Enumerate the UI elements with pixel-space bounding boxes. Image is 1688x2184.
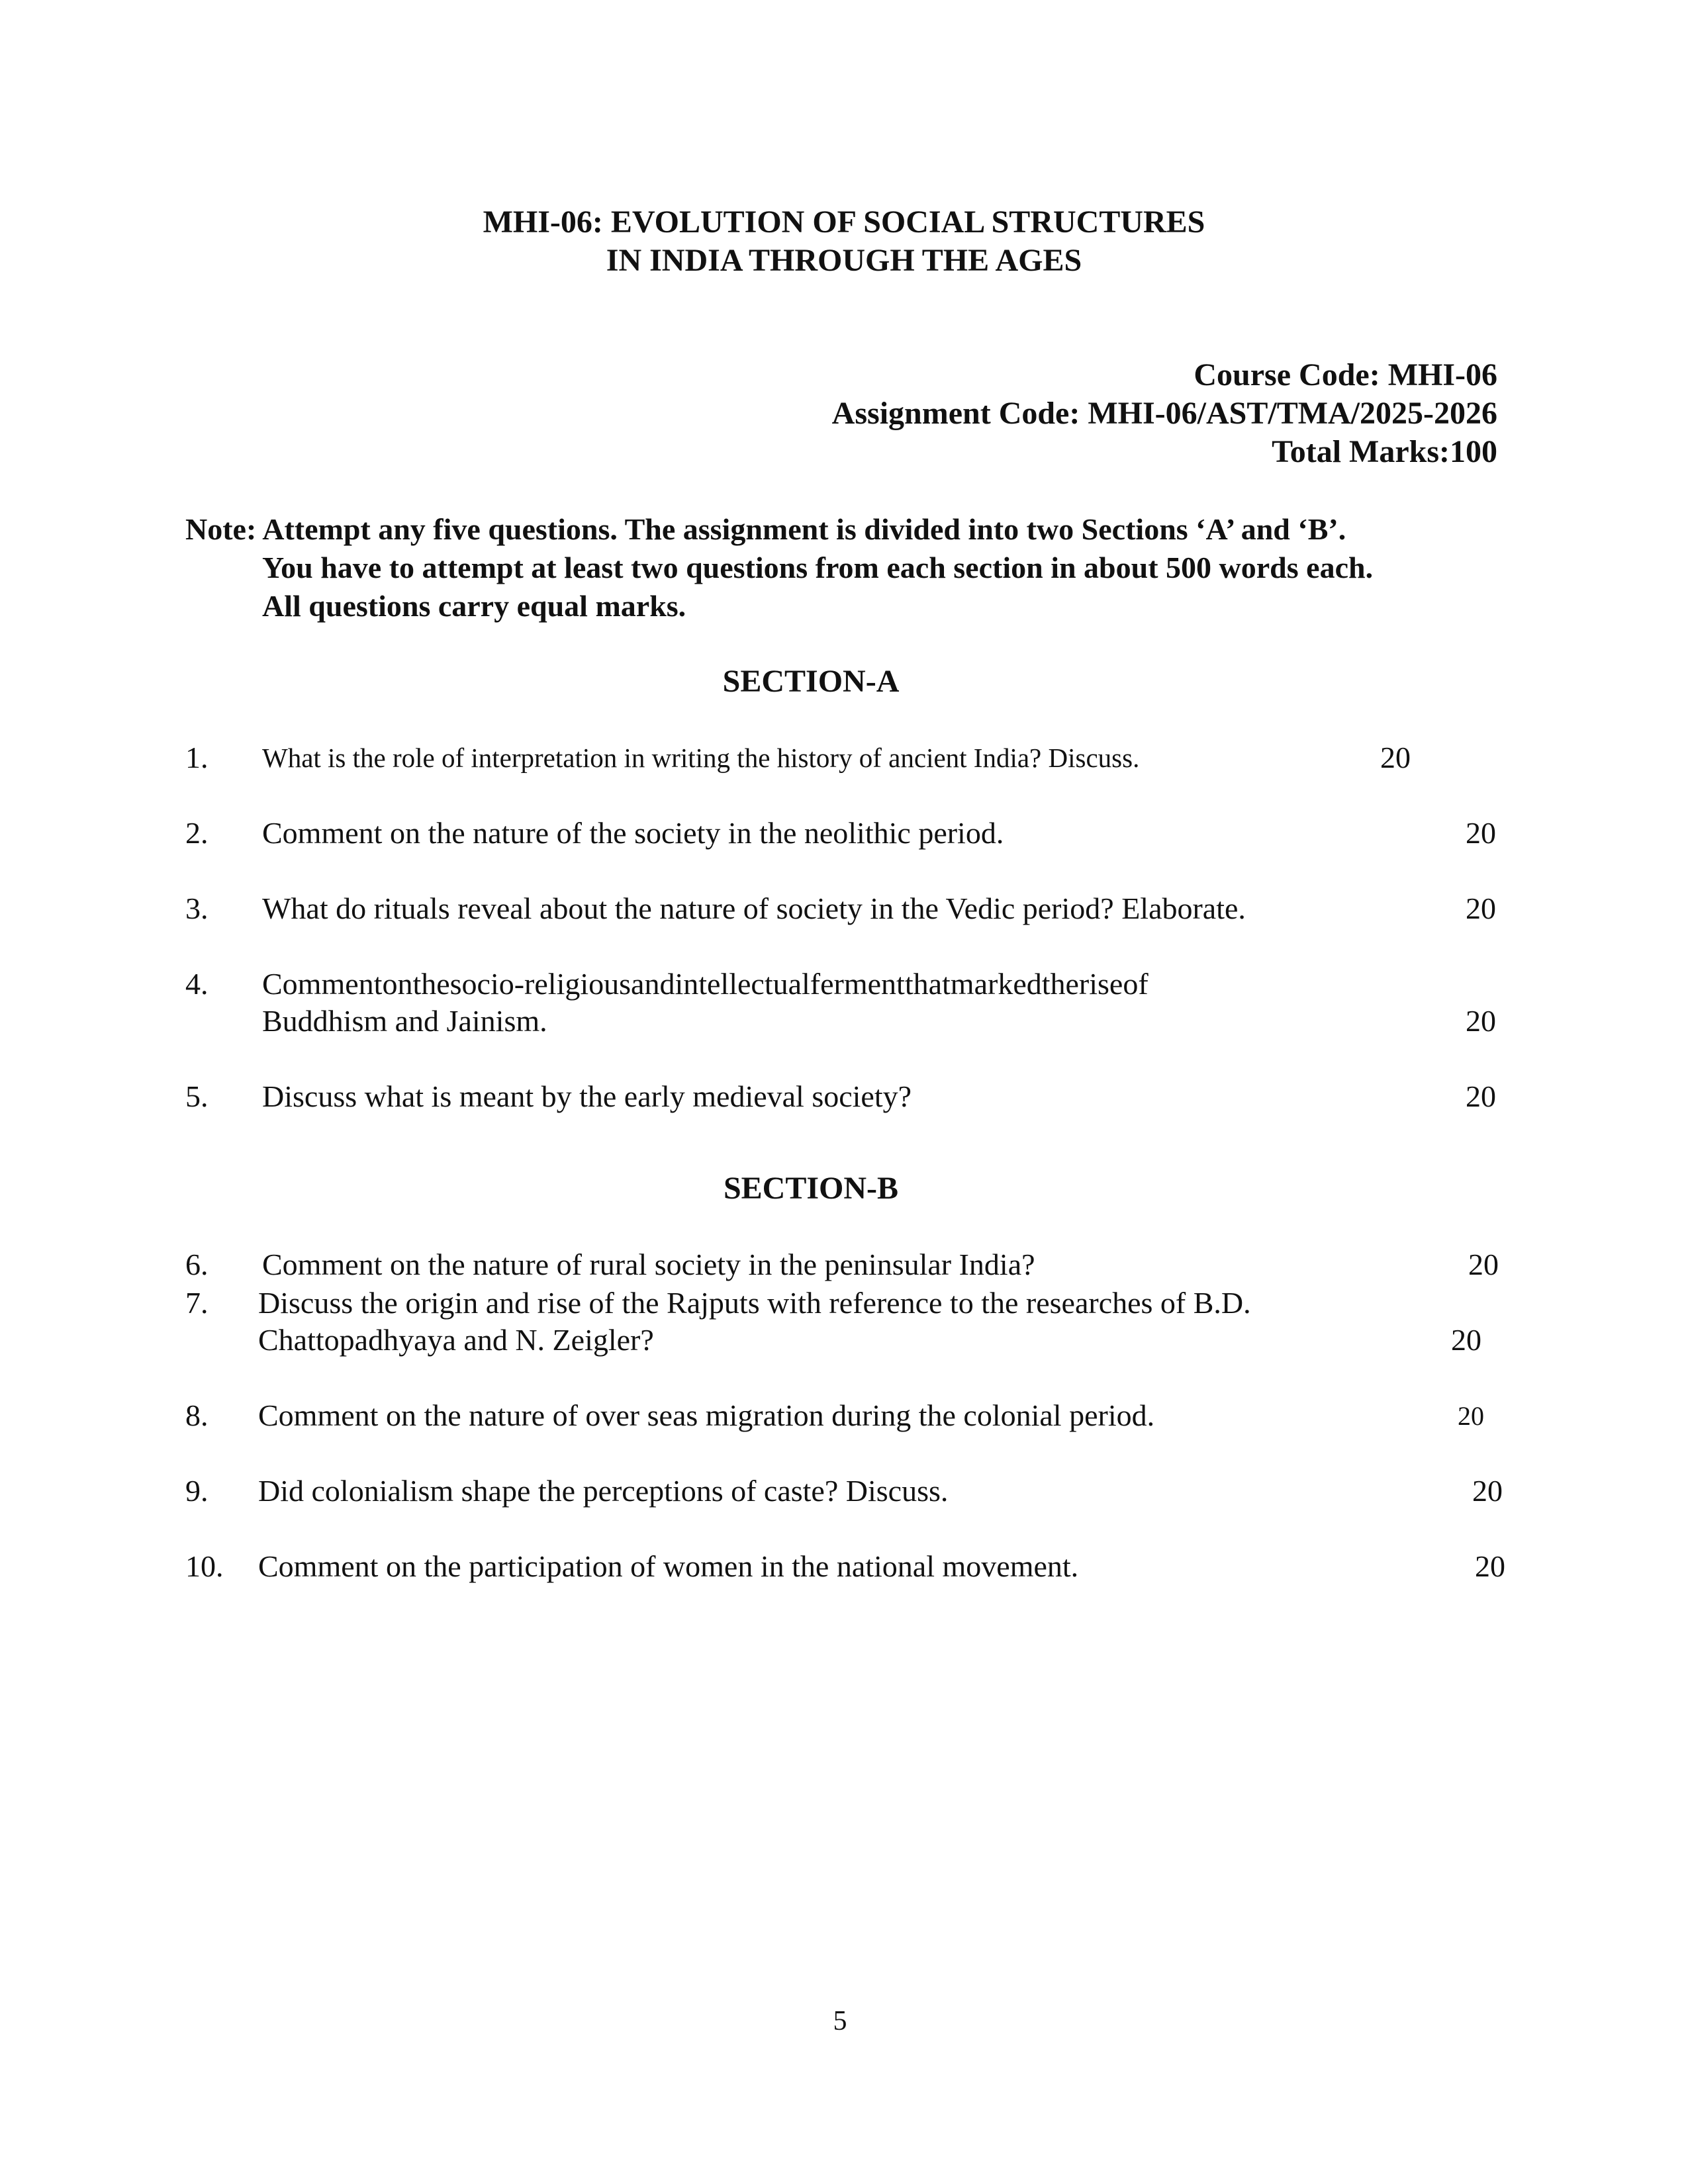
question-number: 3. (185, 891, 209, 925)
question-marks: 20 (1380, 741, 1411, 774)
note-line-1: Note: Attempt any five questions. The assignment is divided into two Sections ‘A’ and ‘B’. (185, 512, 1346, 546)
title-line-2: IN INDIA THROUGH THE AGES (606, 243, 1082, 278)
question-marks: 20 (1475, 1549, 1505, 1583)
question-text: Did colonialism shape the perceptions of caste? Discuss. (258, 1474, 949, 1508)
question-text-continued: Chattopadhyaya and N. Zeigler? (258, 1323, 654, 1357)
page-number: 5 (833, 2006, 847, 2036)
note-line-3: All questions carry equal marks. (262, 589, 686, 623)
question-number: 4. (185, 967, 209, 1001)
question-number: 7. (185, 1286, 209, 1320)
question-text: Comment on the nature of over seas migration during the colonial period. (258, 1398, 1155, 1432)
question-text: Discuss what is meant by the early medieval society? (262, 1079, 912, 1113)
question-marks: 20 (1466, 891, 1496, 925)
question-number: 5. (185, 1079, 209, 1113)
question-text: What is the role of interpretation in writing the history of ancient India? Discuss. (262, 743, 1140, 773)
section-a-heading: SECTION-A (722, 664, 900, 699)
question-marks: 20 (1466, 1079, 1496, 1113)
note-line-2: You have to attempt at least two questions from each section in about 500 words each. (262, 551, 1374, 584)
question-text: Discuss the origin and rise of the Rajputs with reference to the researches of B.D. (258, 1286, 1251, 1320)
title-line-1: MHI-06: EVOLUTION OF SOCIAL STRUCTURES (483, 205, 1205, 240)
question-number: 6. (185, 1248, 209, 1281)
question-number: 1. (185, 741, 209, 774)
question-number: 2. (185, 816, 209, 850)
question-marks: 20 (1468, 1248, 1499, 1281)
question-text: Comment on the nature of the society in the neolithic period. (262, 816, 1004, 850)
question-text: Comment on the participation of women in the national movement. (258, 1549, 1079, 1583)
question-marks: 20 (1458, 1401, 1484, 1431)
course-code: Course Code: MHI-06 (1194, 357, 1497, 392)
question-number: 10. (185, 1549, 224, 1583)
question-text: Commentonthesocio-religiousandintellectualfermentthatmarkedtheriseof (262, 967, 1149, 1001)
question-marks: 20 (1466, 816, 1496, 850)
question-number: 8. (185, 1398, 209, 1432)
question-text-continued: Buddhism and Jainism. (262, 1004, 547, 1038)
question-text: Comment on the nature of rural society in the peninsular India? (262, 1248, 1035, 1281)
section-b-heading: SECTION-B (723, 1171, 899, 1206)
total-marks: Total Marks:100 (1272, 434, 1497, 469)
question-marks: 20 (1451, 1323, 1481, 1357)
assignment-code: Assignment Code: MHI-06/AST/TMA/2025-2026 (831, 396, 1497, 431)
question-marks: 20 (1472, 1474, 1503, 1508)
question-number: 9. (185, 1474, 209, 1508)
question-marks: 20 (1466, 1004, 1496, 1038)
question-text: What do rituals reveal about the nature of society in the Vedic period? Elaborate. (262, 891, 1246, 925)
